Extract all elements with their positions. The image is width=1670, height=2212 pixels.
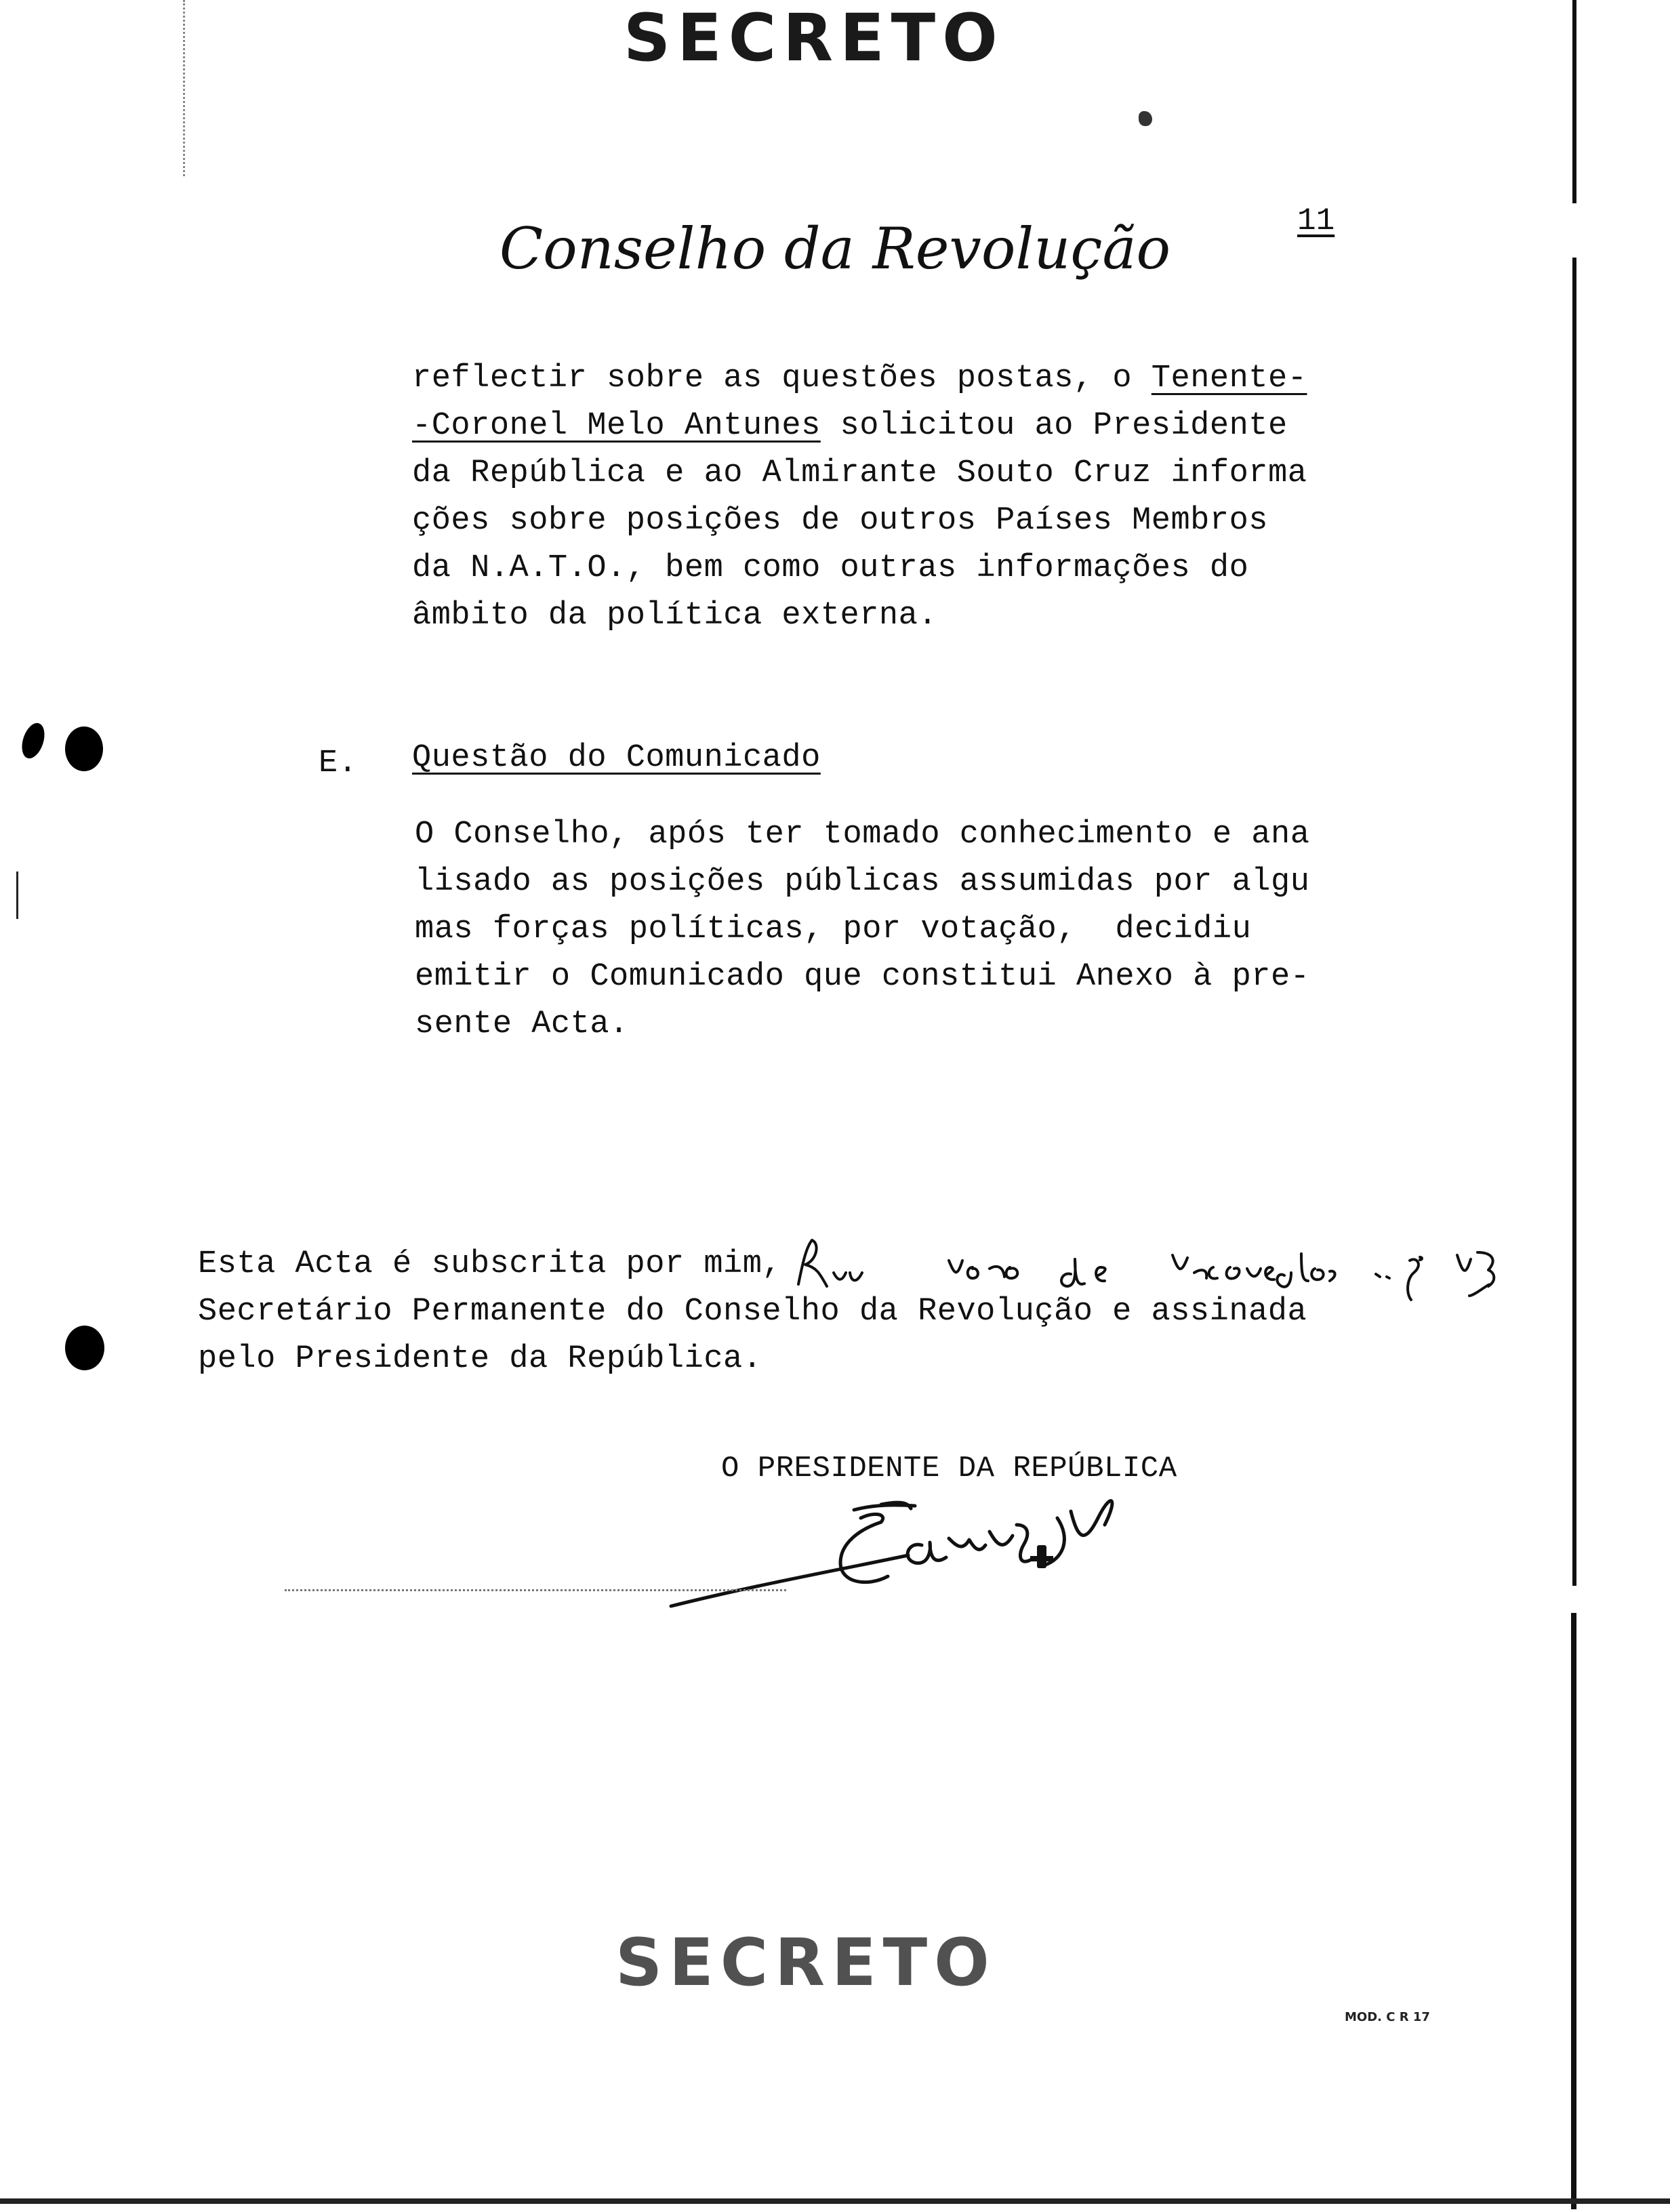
section-e-line: sente Acta. <box>415 1006 629 1042</box>
paragraph-1 <box>412 363 1307 647</box>
paragraph-1-line <box>412 363 1307 410</box>
form-code: MOD. C R 17 <box>1345 2010 1430 2024</box>
underlined-name: -Coronel Melo Antunes <box>412 408 821 444</box>
ink-mark <box>18 720 48 762</box>
signature-block-title: O PRESIDENTE DA REPÚBLICA <box>721 1452 1177 1486</box>
ink-speck <box>1139 111 1152 126</box>
left-edge-mark <box>16 872 18 919</box>
punch-hole-top <box>65 726 103 771</box>
secretary-signature <box>779 1220 1525 1315</box>
right-edge-line <box>1571 1613 1576 2209</box>
text-run: reflectir sobre as questões postas, o <box>412 361 1152 396</box>
bottom-edge-line <box>0 2198 1670 2204</box>
section-heading: Questão do Comunicado <box>412 740 821 776</box>
paragraph-1-line: da N.A.T.O., bem como outras informações do <box>412 550 1249 586</box>
closing-line: pelo Presidente da República. <box>198 1341 762 1377</box>
section-e-line: lisado as posições públicas assumidas por algu <box>415 864 1310 900</box>
closing-line: Secretário Permanente do Conselho da Revolução e assinada <box>198 1294 1307 1330</box>
paragraph-1-line: âmbito da política externa. <box>412 598 938 634</box>
president-signature <box>651 1491 1261 1626</box>
section-e-line: emitir o Comunicado que constitui Anexo à pre- <box>415 959 1310 995</box>
paragraph-1-line <box>412 410 1307 457</box>
paragraph-1-line: da República e ao Almirante Souto Cruz informa <box>412 455 1307 491</box>
secreto-stamp-top: SECRETO <box>624 0 1004 76</box>
right-edge-line <box>1572 258 1576 1586</box>
section-e-body <box>415 819 1309 1056</box>
signature-dotted-line <box>285 1589 786 1591</box>
section-e-line: O Conselho, após ter tomado conhecimento e ana <box>415 817 1310 853</box>
right-edge-line <box>1572 0 1576 203</box>
margin-specks <box>183 0 226 176</box>
underlined-name: Tenente- <box>1151 361 1307 396</box>
closing-line: Esta Acta é subscrita por mim, <box>198 1246 782 1282</box>
letterhead-title: Conselho da Revolução <box>499 216 1171 282</box>
section-e-line: mas forças políticas, por votação, decidiu <box>415 912 1252 947</box>
secreto-stamp-bottom: SECRETO <box>615 1925 996 2001</box>
text-run: solicitou ao Presidente <box>820 408 1288 444</box>
page-number: 11 <box>1297 203 1335 239</box>
section-letter: E. <box>319 745 358 781</box>
paragraph-1-line: ções sobre posições de outros Países Membros <box>412 503 1269 539</box>
punch-hole-bottom <box>65 1326 104 1370</box>
